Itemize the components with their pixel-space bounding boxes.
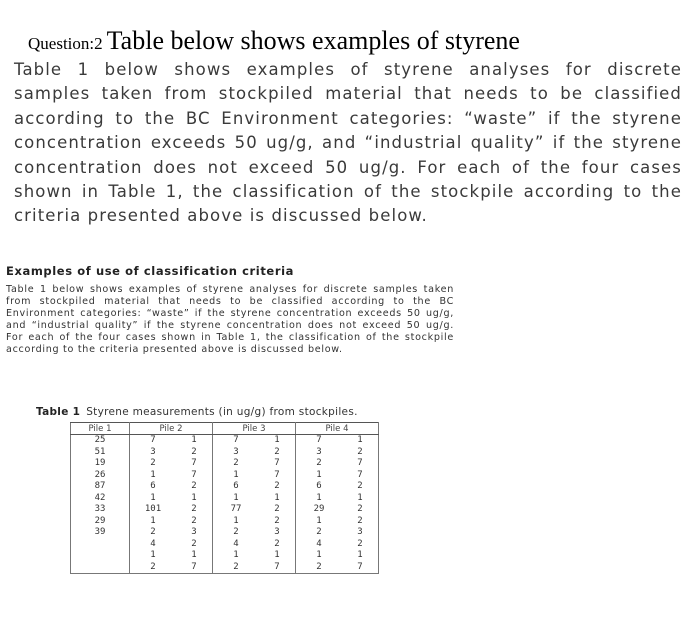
pile-2-left-value: 6 bbox=[150, 481, 156, 491]
pile-4-right-value: 1 bbox=[342, 550, 379, 562]
table-row bbox=[71, 458, 379, 470]
pile-2-left-value: 1 bbox=[150, 492, 156, 503]
table-body bbox=[71, 435, 379, 574]
pile-4-left-value: 1 bbox=[316, 515, 322, 526]
pile-4-left-value: 29 bbox=[313, 504, 325, 514]
table-row bbox=[71, 493, 379, 505]
question-label: Question:2 bbox=[28, 34, 103, 53]
pile-2-left-value: 101 bbox=[144, 504, 162, 514]
pile-3-left-value: 2 bbox=[233, 527, 239, 537]
pile-1-value: 87 bbox=[71, 481, 130, 493]
pile-2-right-value: 1 bbox=[176, 550, 213, 562]
header-pile-2: Pile 2 bbox=[130, 423, 213, 435]
pile-4-left-value: 2 bbox=[296, 562, 343, 574]
pile-4-right-value: 1 bbox=[342, 435, 379, 447]
pile-2-right-value: 2 bbox=[176, 447, 213, 459]
pile-4-right-value: 7 bbox=[342, 458, 379, 470]
table-row bbox=[71, 470, 379, 482]
pile-2-right-value: 2 bbox=[176, 516, 213, 528]
pile-1-value bbox=[71, 539, 130, 551]
pile-2-right-value: 1 bbox=[176, 493, 213, 505]
pile-3-right-value: 1 bbox=[259, 435, 296, 447]
header-pile-3: Pile 3 bbox=[213, 423, 296, 435]
table-row bbox=[71, 527, 379, 539]
pile-4-left-value: 1 bbox=[316, 550, 322, 560]
header-pile-1: Pile 1 bbox=[71, 423, 130, 435]
table-row bbox=[71, 504, 379, 516]
pile-2-left-value: 1 bbox=[150, 515, 156, 526]
pile-4-left-value: 7 bbox=[316, 435, 322, 445]
pile-2-left-value: 7 bbox=[150, 435, 156, 445]
pile-3-right-value: 2 bbox=[259, 481, 296, 493]
table-row bbox=[71, 447, 379, 459]
pile-4-right-value: 7 bbox=[342, 562, 379, 574]
pile-2-right-value: 1 bbox=[176, 435, 213, 447]
pile-2-right-value: 2 bbox=[176, 539, 213, 551]
pile-1-value: 51 bbox=[71, 447, 130, 459]
pile-3-left-value: 4 bbox=[233, 538, 239, 549]
pile-3-right-value: 2 bbox=[259, 516, 296, 528]
pile-1-value bbox=[71, 550, 130, 562]
pile-2-right-value: 7 bbox=[176, 562, 213, 574]
pile-3-right-value: 2 bbox=[259, 447, 296, 459]
pile-1-value: 29 bbox=[71, 516, 130, 528]
pile-3-right-value: 1 bbox=[259, 493, 296, 505]
pile-3-left-value: 1 bbox=[233, 492, 239, 503]
pile-4-right-value: 2 bbox=[342, 504, 379, 516]
pile-3-right-value: 7 bbox=[259, 458, 296, 470]
section-paragraph: Table 1 below shows examples of styrene analyses for discrete samples taken from stockpiled material that needs to be classified according to the BC Environment categories: “waste” if the styrene concentration exceeds 50 ug/g, and “industrial quality” if the styrene concentration does not exceed 50 ug/g. For each of the four cases shown in Table 1, the classification of the stockpile according to the criteria presented above is discussed below. bbox=[6, 284, 454, 355]
pile-4-left-value: 1 bbox=[316, 492, 322, 503]
pile-1-value: 39 bbox=[71, 527, 130, 539]
section-title: Examples of use of classification criteria bbox=[6, 264, 294, 278]
main-paragraph: Table 1 below shows examples of styrene analyses for discrete samples taken from stockpiled material that needs to be classified according to the BC Environment categories: “waste” if the styrene concentration exceeds 50 ug/g, and “industrial quality” if the styrene concentration does not exceed 50 ug/g. For each of the four cases shown in Table 1, the classification of the stockpile according to the criteria presented above is discussed below. bbox=[14, 60, 682, 226]
pile-2-right-value: 3 bbox=[176, 527, 213, 539]
pile-4-right-value: 1 bbox=[342, 493, 379, 505]
pile-4-right-value: 7 bbox=[342, 470, 379, 482]
pile-4-right-value: 2 bbox=[342, 516, 379, 528]
pile-1-value: 42 bbox=[71, 493, 130, 505]
pile-4-right-value: 2 bbox=[342, 481, 379, 493]
table-caption-label: Table 1 bbox=[36, 406, 81, 418]
table-row bbox=[71, 550, 379, 562]
pile-4-right-value: 3 bbox=[342, 527, 379, 539]
table-row bbox=[71, 539, 379, 551]
pile-2-left-value: 2 bbox=[130, 562, 177, 574]
pile-4-left-value: 2 bbox=[316, 527, 322, 537]
pile-4-right-value: 2 bbox=[342, 539, 379, 551]
styrene-table bbox=[70, 422, 379, 574]
pile-1-value bbox=[71, 562, 130, 574]
pile-4-left-value: 2 bbox=[316, 458, 322, 468]
pile-3-right-value: 3 bbox=[259, 527, 296, 539]
pile-4-right-value: 2 bbox=[342, 447, 379, 459]
pile-3-right-value: 2 bbox=[259, 504, 296, 516]
pile-3-left-value: 3 bbox=[233, 446, 239, 457]
pile-2-left-value: 2 bbox=[150, 458, 156, 468]
question-title: Table below shows examples of styrene bbox=[106, 26, 520, 55]
table-row bbox=[71, 516, 379, 528]
pile-2-left-value: 4 bbox=[150, 538, 156, 549]
pile-2-left-value: 3 bbox=[150, 446, 156, 457]
pile-3-left-value: 2 bbox=[233, 458, 239, 468]
question-heading bbox=[28, 26, 520, 56]
pile-1-value: 19 bbox=[71, 458, 130, 470]
pile-3-left-value: 77 bbox=[230, 504, 242, 514]
pile-1-value: 25 bbox=[71, 435, 130, 447]
pile-3-left-value: 2 bbox=[213, 562, 260, 574]
pile-2-right-value: 2 bbox=[176, 481, 213, 493]
pile-4-left-value: 4 bbox=[316, 538, 322, 549]
header-pile-4: Pile 4 bbox=[296, 423, 379, 435]
pile-3-left-value: 6 bbox=[233, 481, 239, 491]
pile-4-left-value: 6 bbox=[316, 481, 322, 491]
pile-2-right-value: 7 bbox=[176, 458, 213, 470]
pile-3-right-value: 2 bbox=[259, 539, 296, 551]
pile-3-left-value: 1 bbox=[233, 550, 239, 560]
table-caption-text: Styrene measurements (in ug/g) from stockpiles. bbox=[86, 406, 358, 418]
pile-2-left-value: 1 bbox=[150, 550, 156, 560]
pile-2-right-value: 7 bbox=[176, 470, 213, 482]
pile-3-left-value: 1 bbox=[233, 469, 239, 480]
pile-3-right-value: 1 bbox=[259, 550, 296, 562]
pile-2-left-value: 2 bbox=[150, 527, 156, 537]
table-row bbox=[71, 481, 379, 493]
table-header-row bbox=[71, 423, 379, 435]
pile-4-left-value: 3 bbox=[316, 446, 322, 457]
table-row bbox=[71, 562, 379, 574]
pile-3-left-value: 1 bbox=[233, 515, 239, 526]
pile-3-left-value: 7 bbox=[233, 435, 239, 445]
table-row bbox=[71, 435, 379, 447]
table-caption bbox=[36, 406, 358, 418]
pile-3-right-value: 7 bbox=[259, 562, 296, 574]
pile-2-left-value: 1 bbox=[150, 469, 156, 480]
pile-2-right-value: 2 bbox=[176, 504, 213, 516]
pile-4-left-value: 1 bbox=[316, 469, 322, 480]
pile-1-value: 26 bbox=[71, 470, 130, 482]
pile-1-value: 33 bbox=[71, 504, 130, 516]
pile-3-right-value: 7 bbox=[259, 470, 296, 482]
